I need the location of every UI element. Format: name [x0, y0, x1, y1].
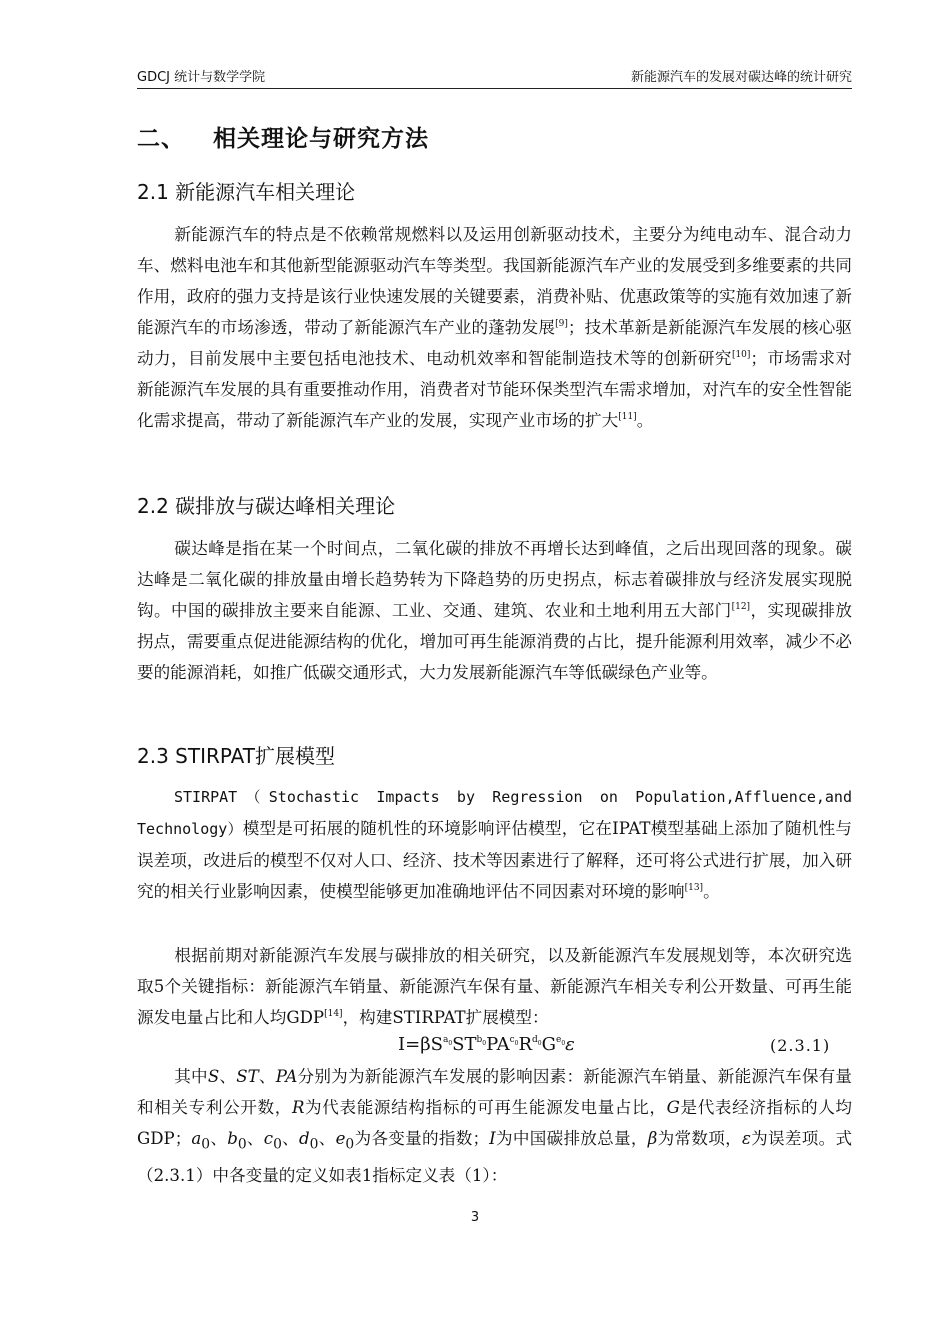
p2-text-b: ，实现碳排放拐点，需要重点促进能源结构的优化，增加可再生能源消费的占比，提升能源利用效率，减少不必要的能源消耗，如推广低碳交通形式，大力发展新能源汽车等低碳绿色产业等。 [137, 601, 853, 682]
p3-text-b: 。 [703, 882, 720, 901]
p1-text-d: 。 [636, 411, 654, 430]
citation-10: [10] [731, 350, 751, 360]
p4-text-b: ，构建STIRPAT扩展模型： [342, 1008, 549, 1027]
paragraph-nev-theory [137, 219, 852, 436]
section-heading-2-2: 2.2 碳排放与碳达峰相关理论 [137, 494, 396, 518]
paragraph-variable-definitions: 其中S、ST、PA分别为为新能源汽车发展的影响因素：新能源汽车销量、新能源汽车保有量和相关专利公开数，R为代表能源结构指标的可再生能源发电量占比，G是代表经济指标的人均GDP；$a_0$、$b_0$、$c_0$、$d_0$、$e_0$为各变量的指数；I为中国碳排放总量，β为常数项，ε为误差项。式（2.3.1）中各变量的定义如表1指标定义表（1）： [137, 1067, 853, 1186]
p1-text-c: ；市场需求对新能源汽车发展的具有重要推动作用，消费者对节能环保类型汽车需求增加，对汽车的安全性智能化需求提高，带动了新能源汽车产业的发展，实现产业市场的扩大 [137, 349, 853, 430]
citation-12: [12] [731, 602, 751, 612]
section-heading-2-1: 2.1 新能源汽车相关理论 [137, 180, 356, 204]
p1-text-a: 新能源汽车的特点是不依赖常规燃料以及运用创新驱动技术，主要分为纯电动车、混合动力车、燃料电池车和其他新型能源驱动汽车等类型。我国新能源汽车产业的发展受到多维要素的共同作用，政府的强力支持是该行业快速发展的关键要素，消费补贴、优惠政策等的实施有效加速了新能源汽车的市场渗透，带动了新能源汽车产业的蓬勃发展 [137, 225, 852, 337]
p1-text-b: ；技术革新是新能源汽车发展的核心驱动力，目前发展中主要包括电池技术、电动机效率和智能制造技术等的创新研究 [137, 318, 853, 368]
citation-9: [9] [555, 319, 568, 329]
p4-text-a: 根据前期对新能源汽车发展与碳排放的相关研究，以及新能源汽车发展规划等，本次研究选取5个关键指标：新能源汽车销量、新能源汽车保有量、新能源汽车相关专利公开数量、可再生能源发电量占比和人均GDP [137, 946, 852, 1027]
header-school: GDCJ 统计与数学学院 [137, 70, 266, 85]
p3-text-a: 模型是可拓展的随机性的环境影响评估模型，它在IPAT模型基础上添加了随机性与误差项，改进后的模型不仅对人口、经济、技术等因素进行了解释，还可将公式进行扩展，加入研究的相关行业影响因素，使模型能够更加准确地评估不同因素对环境的影响 [137, 819, 853, 901]
chapter-title: 相关理论与研究方法 [213, 126, 429, 152]
citation-13: [13] [684, 883, 704, 893]
p2-text-a: 碳达峰是指在某一个时间点，二氧化碳的排放不再增长达到峰值，之后出现回落的现象。碳达峰是二氧化碳的排放量由增长趋势转为下降趋势的历史拐点，标志着碳排放与经济发展实现脱钩。中国的碳排放主要来自能源、工业、交通、建筑、农业和土地利用五大部门 [137, 539, 852, 620]
section-heading-2-3: 2.3 STIRPAT扩展模型 [137, 744, 335, 768]
header-thesis-title: 新能源汽车的发展对碳达峰的统计研究 [630, 70, 852, 85]
formula-number: (2.3.1) [770, 1036, 831, 1055]
page-header [137, 66, 852, 89]
chapter-number: 二、 [137, 126, 185, 152]
p3-english-name: STIRPAT（Stochastic Impacts by Regression on Population,Affluence,and Technology） [137, 788, 852, 838]
paragraph-carbon-peak-theory [137, 533, 852, 688]
paragraph-indicator-selection [137, 940, 852, 1033]
page-number: 3 [470, 1210, 480, 1225]
paragraph-stirpat-model [137, 781, 852, 907]
stirpat-formula: $I=\beta S^{a_0}ST^{b_0}PA^{c_0}R^{d_0}G^{e_0}\varepsilon$ [398, 1034, 575, 1055]
citation-11: [11] [618, 412, 637, 422]
citation-14: [14] [324, 1009, 343, 1019]
chapter-heading [137, 120, 429, 153]
